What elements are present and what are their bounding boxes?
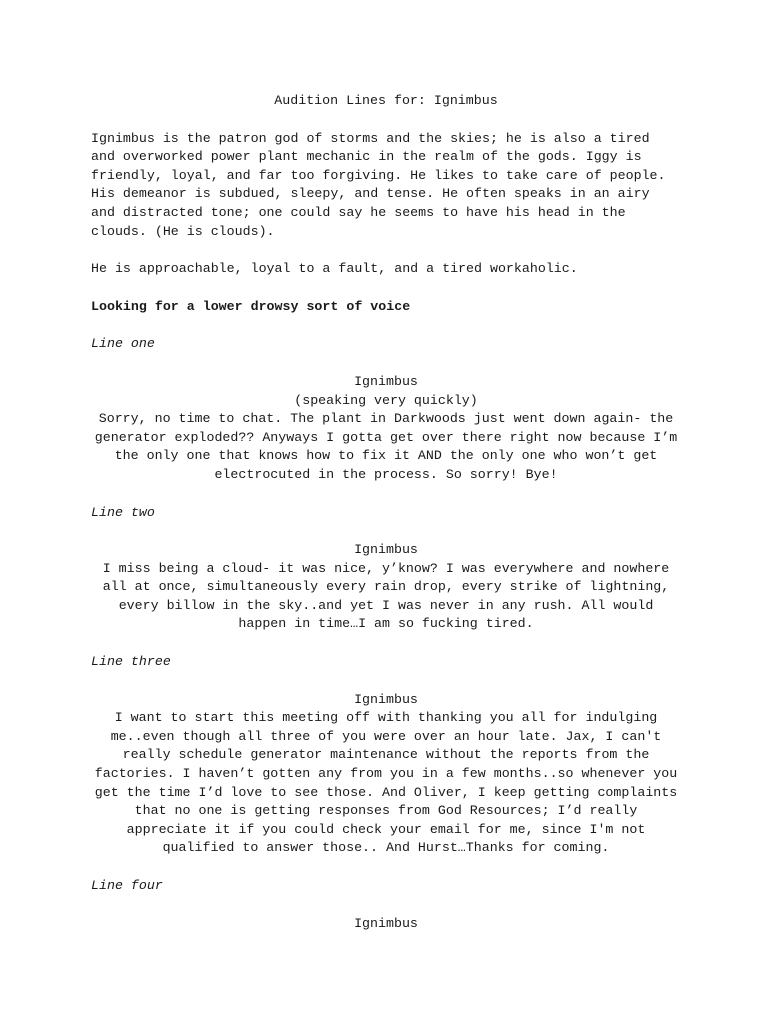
dialogue-block-three (91, 691, 681, 858)
line-label-one: Line one (91, 336, 155, 352)
line-label-four: Line four (91, 878, 163, 893)
document-page (91, 92, 681, 952)
dialogue-block-four (91, 915, 681, 934)
dialogue-block-one (91, 373, 681, 485)
line-label-two: Line two (91, 504, 155, 520)
dialogue-block-two (91, 541, 681, 634)
speaker-name: Ignimbus (354, 542, 418, 558)
dialogue-text: Sorry, no time to chat. The plant in Darkwoods just went down again- the generator exploded?? Anyways I gotta get over there right now because I’m the only one that knows how to fix it AND the only one who won’t get electrocuted in the process. So sorry! Bye! (94, 411, 678, 482)
character-summary: He is approachable, loyal to a fault, and a tired workaholic. (91, 261, 578, 277)
speaker-name: Ignimbus (354, 691, 418, 707)
document-title: Audition Lines for: Ignimbus (274, 93, 498, 108)
line-label-three: Line three (91, 654, 171, 670)
speaker-name: Ignimbus (354, 915, 418, 931)
dialogue-text: I want to start this meeting off with thanking you all for indulging me..even though all three of you were over an hour late. Jax, I can't really schedule generator maintenance without the reports from the factories. I haven’t gotten any from you in a few months..so whenever you get the time I’d love to see those. And Oliver, I keep getting complaints that no one is getting responses from God Resources; I’d really appreciate it if you could check your email for me, since I'm not qualified to answer those.. And Hurst…Thanks for coming. (94, 710, 678, 856)
character-description: Ignimbus is the patron god of storms and the skies; he is also a tired and overworked power plant mechanic in the realm of the gods. Iggy is friendly, loyal, and far too forgiving. He likes to take care of people. His demeanor is subdued, sleepy, and tense. He often speaks in an airy and distracted tone; one could say he seems to have his head in the clouds. (He is clouds). (91, 130, 666, 239)
dialogue-text: I miss being a cloud- it was nice, y’know? I was everywhere and nowhere all at once, simultaneously every rain drop, every strike of lightning, every billow in the sky..and yet I was never in any rush. All would happen in time…I am so fucking tired. (102, 560, 670, 632)
voice-note: Looking for a lower drowsy sort of voice (91, 298, 411, 314)
parenthetical: (speaking very quickly) (294, 392, 478, 408)
speaker-name: Ignimbus (354, 373, 418, 389)
